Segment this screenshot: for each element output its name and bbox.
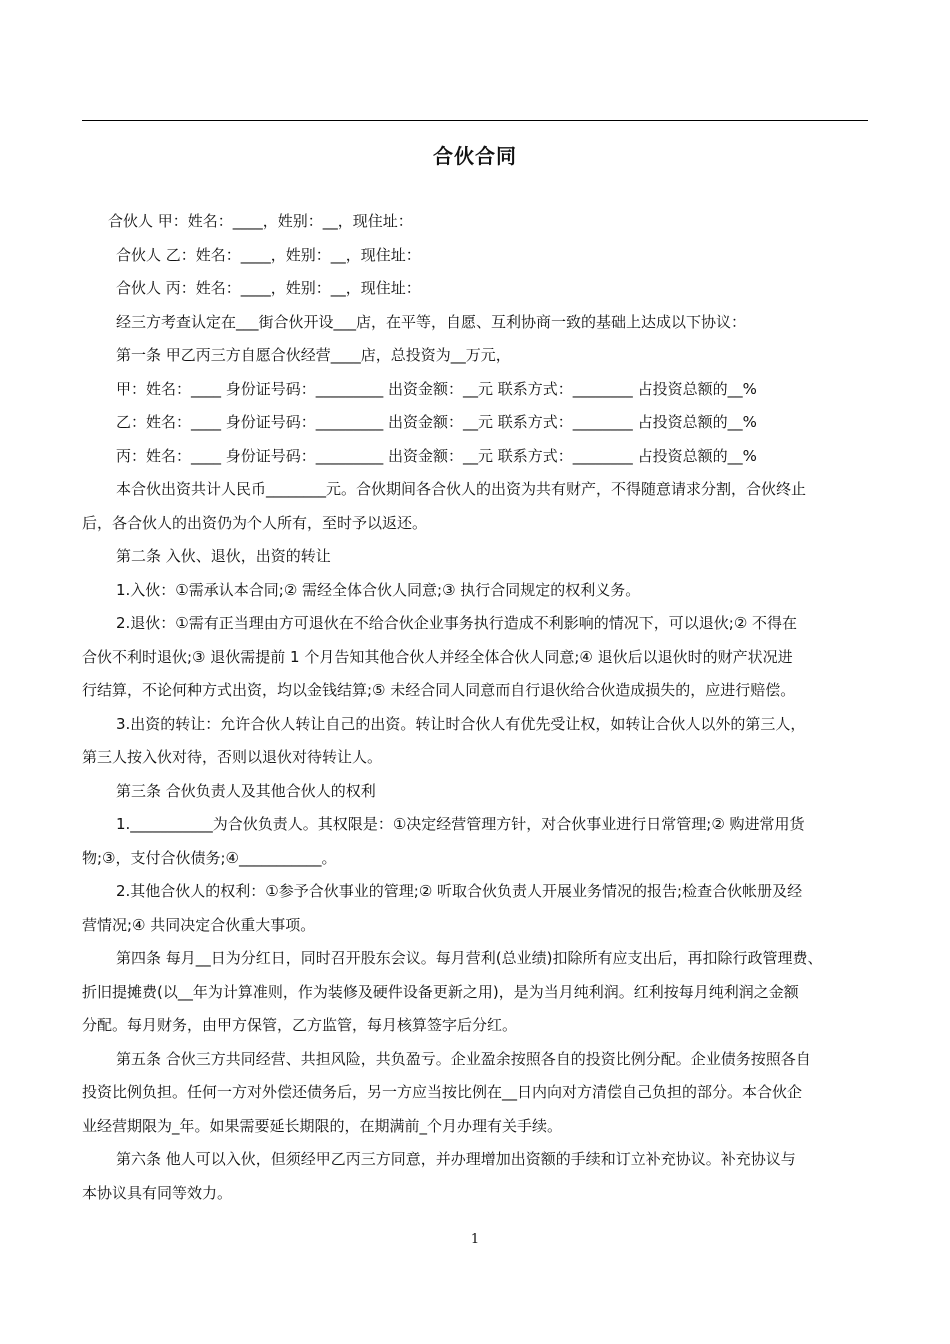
document-body <box>82 205 870 1210</box>
header-rule <box>82 120 868 121</box>
article-6-line-2: 本协议具有同等效力。 <box>82 1183 233 1202</box>
partner-a-line: 合伙人 甲：姓名：____，姓别：__，现住址： <box>108 212 413 230</box>
preamble: 经三方考查认定在___街合伙开设___店，在平等，自愿、互利协商一致的基础上达成以下协议： <box>116 312 747 331</box>
article-3-item-1-line-2: 物;③，支付合伙债务;④___________。 <box>82 848 337 867</box>
article-1-heading: 第一条 甲乙丙三方自愿合伙经营____店，总投资为__万元， <box>116 346 511 364</box>
capital-line-1: 本合伙出资共计人民币________元。合伙期间各合伙人的出资为共有财产，不得随意请求分割，合伙终止 <box>116 480 807 498</box>
article-2-item-3-line-1: 3.出资的转让：允许合伙人转让自己的出资。转让时合伙人有优先受让权，如转让合伙人以外的第三人， <box>116 714 806 733</box>
article-4-line-2: 折旧提摊费(以__年为计算准则，作为装修及硬件设备更新之用)，是为当月纯利润。红利按每月纯利润之金额 <box>82 982 799 1001</box>
article-5-line-3: 业经营期限为_年。如果需要延长期限的，在期满前_个月办理有关手续。 <box>82 1116 563 1135</box>
article-2-item-2-line-1: 2.退伙：①需有正当理由方可退伙在不给合伙企业事务执行造成不利影响的情况下，可以退伙;② 不得在 <box>116 614 798 632</box>
capital-line-2: 后，各合伙人的出资仍为个人所有，至时予以返还。 <box>82 513 428 532</box>
article-2-item-1: 1.入伙：①需承认本合同;② 需经全体合伙人同意;③ 执行合同规定的权利义务。 <box>116 580 641 599</box>
article-3-heading: 第三条 合伙负责人及其他合伙人的权利 <box>116 781 376 800</box>
document-title: 合伙合同 <box>433 144 517 168</box>
article-2-item-2-line-3: 行结算，不论何种方式出资，均以金钱结算;⑤ 未经合同人同意而自行退伙给合伙造成损失的，应进行赔偿。 <box>82 681 796 699</box>
article-4-line-1: 第四条 每月__日为分红日，同时召开股东会议。每月营利(总业绩)扣除所有应支出后，再扣除行政管理费、 <box>116 949 823 967</box>
party-b-info: 乙：姓名：____ 身份证号码：_________ 出资金额：__元 联系方式：________ 占投资总额的__% <box>116 413 757 431</box>
article-3-item-1-line-1: 1.___________为合伙负责人。其权限是：①决定经营管理方针，对合伙事业进行日常管理;② 购进常用货 <box>116 815 805 833</box>
article-4-line-3: 分配。每月财务，由甲方保管，乙方监管，每月核算签字后分红。 <box>82 1016 518 1034</box>
article-2-item-3-line-2: 第三人按入伙对待，否则以退伙对待转让人。 <box>82 748 383 766</box>
article-5-line-1: 第五条 合伙三方共同经营、共担风险，共负盈亏。企业盈余按照各自的投资比例分配。企业债务按照各自 <box>116 1049 811 1068</box>
party-a-info: 甲：姓名：____ 身份证号码：_________ 出资金额：__元 联系方式：________ 占投资总额的__% <box>116 379 757 398</box>
article-3-item-2-line-1: 2.其他合伙人的权利：①参予合伙事业的管理;② 听取合伙负责人开展业务情况的报告;检查合伙帐册及经 <box>116 882 803 900</box>
article-6-line-1: 第六条 他人可以入伙，但须经甲乙丙三方同意，并办理增加出资额的手续和订立补充协议。补充协议与 <box>116 1150 796 1168</box>
article-2-item-2-line-2: 合伙不利时退伙;③ 退伙需提前 1 个月告知其他合伙人并经全体合伙人同意;④ 退伙后以退伙时的财产状况进 <box>82 647 793 666</box>
partner-c-line: 合伙人 丙：姓名：____，姓别：__，现住址： <box>116 279 421 297</box>
partner-b-line: 合伙人 乙：姓名：____，姓别：__，现住址： <box>116 245 421 264</box>
party-c-info: 丙：姓名：____ 身份证号码：_________ 出资金额：__元 联系方式：________ 占投资总额的__% <box>116 446 757 465</box>
article-3-item-2-line-2: 营情况;④ 共同决定合伙重大事项。 <box>82 915 316 934</box>
article-5-line-2: 投资比例负担。任何一方对外偿还债务后，另一方应当按比例在__日内向对方清偿自己负担的部分。本合伙企 <box>82 1083 803 1101</box>
page-number: 1 <box>470 1232 480 1247</box>
article-2-heading: 第二条 入伙、退伙，出资的转让 <box>116 547 331 565</box>
